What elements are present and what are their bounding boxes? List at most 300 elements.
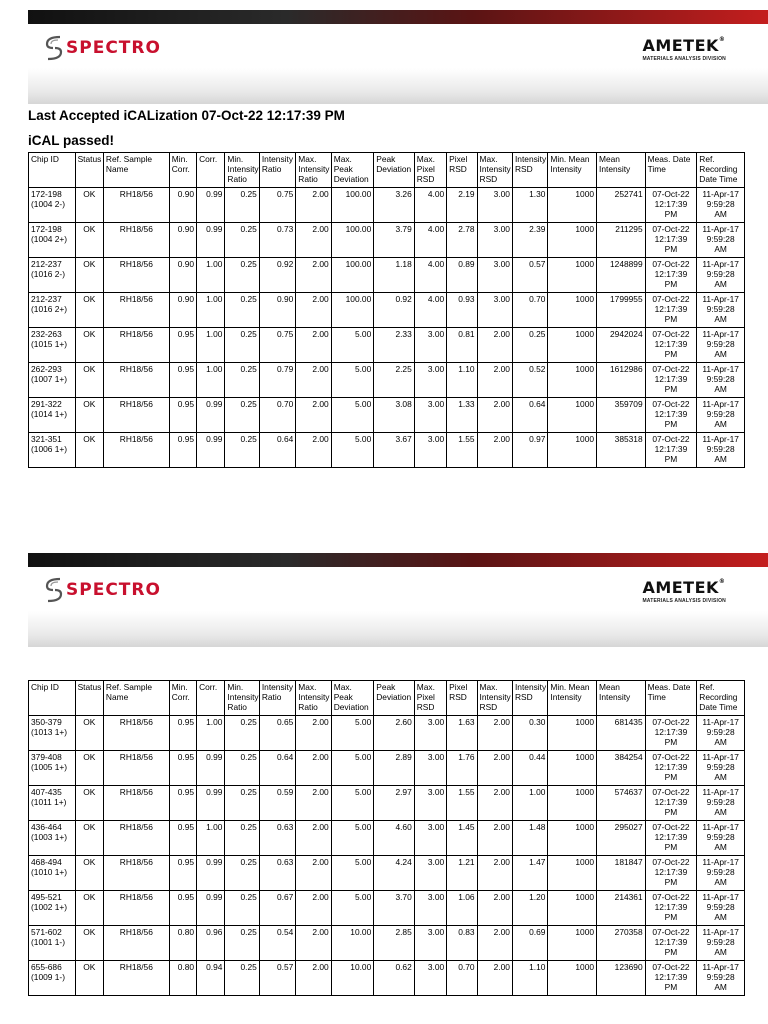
table-cell: 495-521 (1002 1+) bbox=[29, 891, 76, 926]
table-cell: 0.25 bbox=[225, 363, 259, 398]
table-cell: 0.70 bbox=[259, 398, 295, 433]
table-cell: 1.00 bbox=[197, 716, 225, 751]
table-cell: 0.99 bbox=[197, 223, 225, 258]
table-cell: 1.47 bbox=[512, 856, 547, 891]
table-cell: 0.97 bbox=[512, 433, 547, 468]
table-cell: 5.00 bbox=[331, 433, 374, 468]
table-cell: 0.90 bbox=[169, 223, 196, 258]
table-cell: 2.00 bbox=[477, 856, 512, 891]
table-cell: 0.92 bbox=[374, 293, 415, 328]
table-cell: 3.00 bbox=[414, 891, 446, 926]
table-cell: 3.00 bbox=[414, 856, 446, 891]
table-cell: 11-Apr-17 9:59:28 AM bbox=[697, 223, 745, 258]
report-title: Last Accepted iCALization 07-Oct-22 12:17:39 PM bbox=[28, 108, 345, 123]
table-cell: RH18/56 bbox=[103, 363, 169, 398]
table-row bbox=[29, 961, 745, 996]
table-cell: 0.25 bbox=[225, 856, 259, 891]
table-row bbox=[29, 188, 745, 223]
table-cell: 0.67 bbox=[259, 891, 295, 926]
table-cell: 3.00 bbox=[414, 751, 446, 786]
table-cell: 571-602 (1001 1-) bbox=[29, 926, 76, 961]
table-cell: OK bbox=[75, 328, 103, 363]
table-cell: 0.25 bbox=[225, 293, 259, 328]
table-cell: 0.25 bbox=[225, 961, 259, 996]
table-cell: 2.00 bbox=[477, 821, 512, 856]
table-cell: 2.00 bbox=[296, 433, 331, 468]
table-cell: 3.00 bbox=[414, 398, 446, 433]
table-cell: 0.25 bbox=[225, 751, 259, 786]
table-cell: 0.90 bbox=[169, 258, 196, 293]
table-row bbox=[29, 786, 745, 821]
table-cell: 1.00 bbox=[512, 786, 547, 821]
table-cell: 100.00 bbox=[331, 223, 374, 258]
table-cell: 3.00 bbox=[477, 223, 512, 258]
table-row bbox=[29, 223, 745, 258]
table-cell: 07-Oct-22 12:17:39 PM bbox=[645, 716, 697, 751]
table-cell: 0.25 bbox=[225, 821, 259, 856]
table-cell: 3.00 bbox=[414, 363, 446, 398]
table-cell: 2.00 bbox=[477, 926, 512, 961]
table-cell: 2.00 bbox=[296, 821, 331, 856]
table-cell: 100.00 bbox=[331, 188, 374, 223]
table-cell: 3.00 bbox=[414, 961, 446, 996]
table-cell: 1612986 bbox=[597, 363, 646, 398]
table-cell: 1000 bbox=[548, 398, 597, 433]
table-cell: 2.00 bbox=[477, 786, 512, 821]
table-cell: OK bbox=[75, 751, 103, 786]
table-cell: 350-379 (1013 1+) bbox=[29, 716, 76, 751]
table-cell: 0.75 bbox=[259, 188, 295, 223]
table-cell: 11-Apr-17 9:59:28 AM bbox=[697, 926, 745, 961]
table-cell: 0.99 bbox=[197, 188, 225, 223]
ical-results-table-2 bbox=[28, 680, 745, 996]
table-cell: RH18/56 bbox=[103, 786, 169, 821]
table-cell: 385318 bbox=[597, 433, 646, 468]
table-cell: 0.95 bbox=[169, 856, 196, 891]
table-cell: 0.80 bbox=[169, 961, 196, 996]
table-cell: 2.60 bbox=[374, 716, 415, 751]
table-cell: 07-Oct-22 12:17:39 PM bbox=[645, 398, 697, 433]
table-cell: 100.00 bbox=[331, 258, 374, 293]
table-cell: 11-Apr-17 9:59:28 AM bbox=[697, 363, 745, 398]
table-cell: RH18/56 bbox=[103, 188, 169, 223]
table-cell: 11-Apr-17 9:59:28 AM bbox=[697, 398, 745, 433]
table-cell: 2.00 bbox=[477, 328, 512, 363]
column-header: Mean Intensity bbox=[597, 153, 646, 188]
table-cell: 1.55 bbox=[447, 433, 477, 468]
column-header: Min. Corr. bbox=[169, 153, 196, 188]
spectro-logo-text: SPECTRO bbox=[66, 580, 161, 600]
table-cell: 0.81 bbox=[447, 328, 477, 363]
table-cell: 11-Apr-17 9:59:28 AM bbox=[697, 433, 745, 468]
table-cell: 0.96 bbox=[197, 926, 225, 961]
table-row bbox=[29, 751, 745, 786]
table-cell: 07-Oct-22 12:17:39 PM bbox=[645, 891, 697, 926]
table-cell: OK bbox=[75, 363, 103, 398]
table-cell: 1000 bbox=[548, 751, 597, 786]
table-cell: 1.18 bbox=[374, 258, 415, 293]
table-cell: 2.85 bbox=[374, 926, 415, 961]
table-cell: OK bbox=[75, 786, 103, 821]
table-cell: 407-435 (1011 1+) bbox=[29, 786, 76, 821]
table-cell: 5.00 bbox=[331, 363, 374, 398]
ical-status-line: iCAL passed! bbox=[28, 133, 115, 148]
table-cell: 0.95 bbox=[169, 821, 196, 856]
table-cell: RH18/56 bbox=[103, 751, 169, 786]
table-cell: 2.00 bbox=[296, 328, 331, 363]
table-cell: OK bbox=[75, 821, 103, 856]
table-cell: 07-Oct-22 12:17:39 PM bbox=[645, 926, 697, 961]
table-cell: 07-Oct-22 12:17:39 PM bbox=[645, 433, 697, 468]
table-cell: 2.19 bbox=[447, 188, 477, 223]
table-cell: 1000 bbox=[548, 433, 597, 468]
registered-mark: ® bbox=[718, 578, 726, 585]
table-cell: OK bbox=[75, 891, 103, 926]
table-cell: 2.89 bbox=[374, 751, 415, 786]
table-cell: 1000 bbox=[548, 258, 597, 293]
table-cell: 0.95 bbox=[169, 716, 196, 751]
table-cell: 5.00 bbox=[331, 786, 374, 821]
column-header: Max. Intensity Ratio bbox=[296, 153, 331, 188]
table-cell: OK bbox=[75, 398, 103, 433]
column-header: Ref. Sample Name bbox=[103, 153, 169, 188]
table-cell: 0.25 bbox=[225, 188, 259, 223]
table-row bbox=[29, 258, 745, 293]
table-cell: 574637 bbox=[597, 786, 646, 821]
table-cell: 0.95 bbox=[169, 433, 196, 468]
table-cell: 2.00 bbox=[296, 293, 331, 328]
table-cell: 1.21 bbox=[447, 856, 477, 891]
table-cell: 0.25 bbox=[225, 433, 259, 468]
table-cell: 0.90 bbox=[169, 293, 196, 328]
table-cell: 2.00 bbox=[477, 716, 512, 751]
column-header: Intensity RSD bbox=[512, 153, 547, 188]
table-cell: 252741 bbox=[597, 188, 646, 223]
table-cell: 0.25 bbox=[225, 716, 259, 751]
column-header: Min. Corr. bbox=[169, 681, 196, 716]
table-cell: RH18/56 bbox=[103, 293, 169, 328]
table-cell: 0.52 bbox=[512, 363, 547, 398]
table-cell: 379-408 (1005 1+) bbox=[29, 751, 76, 786]
table-cell: 1000 bbox=[548, 716, 597, 751]
table-cell: 3.26 bbox=[374, 188, 415, 223]
table-cell: OK bbox=[75, 961, 103, 996]
table-cell: OK bbox=[75, 258, 103, 293]
table-cell: 0.92 bbox=[259, 258, 295, 293]
table-cell: RH18/56 bbox=[103, 223, 169, 258]
table-cell: 07-Oct-22 12:17:39 PM bbox=[645, 856, 697, 891]
column-header: Max. Intensity RSD bbox=[477, 681, 512, 716]
table-cell: 07-Oct-22 12:17:39 PM bbox=[645, 363, 697, 398]
table-cell: 07-Oct-22 12:17:39 PM bbox=[645, 328, 697, 363]
table-cell: 1000 bbox=[548, 961, 597, 996]
table-cell: 3.70 bbox=[374, 891, 415, 926]
column-header: Max. Pixel RSD bbox=[414, 681, 446, 716]
table-cell: 2.00 bbox=[296, 926, 331, 961]
table-cell: 0.64 bbox=[259, 433, 295, 468]
column-header: Intensity Ratio bbox=[259, 153, 295, 188]
table-cell: 212-237 (1016 2-) bbox=[29, 258, 76, 293]
table-cell: 0.59 bbox=[259, 786, 295, 821]
table-cell: 10.00 bbox=[331, 926, 374, 961]
column-header: Corr. bbox=[197, 681, 225, 716]
column-header: Intensity Ratio bbox=[259, 681, 295, 716]
table-cell: 4.24 bbox=[374, 856, 415, 891]
table-cell: 270358 bbox=[597, 926, 646, 961]
table-cell: 1.76 bbox=[447, 751, 477, 786]
table-cell: 1799955 bbox=[597, 293, 646, 328]
table-cell: 11-Apr-17 9:59:28 AM bbox=[697, 328, 745, 363]
table-cell: 07-Oct-22 12:17:39 PM bbox=[645, 821, 697, 856]
table-cell: 07-Oct-22 12:17:39 PM bbox=[645, 188, 697, 223]
table-cell: 172-198 (1004 2-) bbox=[29, 188, 76, 223]
table-cell: 2.33 bbox=[374, 328, 415, 363]
table-cell: RH18/56 bbox=[103, 716, 169, 751]
table-cell: 0.99 bbox=[197, 398, 225, 433]
table-cell: 0.57 bbox=[259, 961, 295, 996]
column-header: Status bbox=[75, 153, 103, 188]
table-cell: RH18/56 bbox=[103, 433, 169, 468]
table-cell: 0.95 bbox=[169, 398, 196, 433]
table-cell: 0.99 bbox=[197, 786, 225, 821]
table-cell: 0.95 bbox=[169, 891, 196, 926]
ametek-logo-text: AMETEK bbox=[642, 578, 719, 597]
table-cell: 0.44 bbox=[512, 751, 547, 786]
table-cell: 1000 bbox=[548, 926, 597, 961]
table-cell: 3.00 bbox=[414, 716, 446, 751]
column-header: Max. Intensity Ratio bbox=[296, 681, 331, 716]
table-cell: 1000 bbox=[548, 328, 597, 363]
table-cell: 5.00 bbox=[331, 856, 374, 891]
table-cell: 436-464 (1003 1+) bbox=[29, 821, 76, 856]
table-cell: RH18/56 bbox=[103, 328, 169, 363]
table-cell: 214361 bbox=[597, 891, 646, 926]
table-cell: 232-263 (1015 1+) bbox=[29, 328, 76, 363]
table-cell: 07-Oct-22 12:17:39 PM bbox=[645, 751, 697, 786]
table-cell: 07-Oct-22 12:17:39 PM bbox=[645, 786, 697, 821]
table-cell: 0.25 bbox=[225, 328, 259, 363]
table-cell: 468-494 (1010 1+) bbox=[29, 856, 76, 891]
table-row bbox=[29, 926, 745, 961]
table-cell: 0.90 bbox=[259, 293, 295, 328]
table-cell: 384254 bbox=[597, 751, 646, 786]
table-cell: 2.78 bbox=[447, 223, 477, 258]
table-cell: 2.00 bbox=[477, 398, 512, 433]
table-cell: 3.00 bbox=[414, 786, 446, 821]
table-cell: 11-Apr-17 9:59:28 AM bbox=[697, 716, 745, 751]
table-cell: 5.00 bbox=[331, 821, 374, 856]
table-cell: 0.70 bbox=[512, 293, 547, 328]
table-cell: 3.00 bbox=[414, 821, 446, 856]
ametek-logo-text: AMETEK bbox=[642, 36, 719, 55]
table-cell: 0.62 bbox=[374, 961, 415, 996]
table-cell: 11-Apr-17 9:59:28 AM bbox=[697, 821, 745, 856]
header-color-bar bbox=[28, 10, 768, 24]
table-row bbox=[29, 821, 745, 856]
table-cell: 0.25 bbox=[225, 398, 259, 433]
table-cell: 1000 bbox=[548, 856, 597, 891]
table-cell: 0.57 bbox=[512, 258, 547, 293]
column-header: Corr. bbox=[197, 153, 225, 188]
table-cell: 0.25 bbox=[225, 258, 259, 293]
ametek-division-text: MATERIALS ANALYSIS DIVISION bbox=[642, 56, 726, 62]
table-cell: 0.89 bbox=[447, 258, 477, 293]
column-header: Status bbox=[75, 681, 103, 716]
column-header: Min. Mean Intensity bbox=[548, 681, 597, 716]
table-cell: 0.99 bbox=[197, 856, 225, 891]
table-cell: 1000 bbox=[548, 188, 597, 223]
column-header: Intensity RSD bbox=[512, 681, 547, 716]
table-cell: 2.00 bbox=[477, 961, 512, 996]
table-cell: 11-Apr-17 9:59:28 AM bbox=[697, 856, 745, 891]
table-cell: 1.30 bbox=[512, 188, 547, 223]
table-cell: 3.79 bbox=[374, 223, 415, 258]
table-cell: 1.00 bbox=[197, 293, 225, 328]
table-cell: 0.54 bbox=[259, 926, 295, 961]
column-header: Ref. Recording Date Time bbox=[697, 681, 745, 716]
table-cell: 1.45 bbox=[447, 821, 477, 856]
ametek-logo bbox=[642, 36, 726, 62]
table-cell: 1000 bbox=[548, 223, 597, 258]
table-cell: 0.64 bbox=[512, 398, 547, 433]
table-cell: 1.00 bbox=[197, 258, 225, 293]
table-cell: 0.95 bbox=[169, 328, 196, 363]
table-cell: 2.97 bbox=[374, 786, 415, 821]
table-cell: 1.00 bbox=[197, 821, 225, 856]
table-cell: 4.00 bbox=[414, 258, 446, 293]
table-cell: OK bbox=[75, 433, 103, 468]
table-cell: 11-Apr-17 9:59:28 AM bbox=[697, 258, 745, 293]
table-cell: 0.25 bbox=[225, 223, 259, 258]
column-header: Pixel RSD bbox=[447, 681, 477, 716]
table-cell: 1.33 bbox=[447, 398, 477, 433]
table-header-row bbox=[29, 681, 745, 716]
table-header-row bbox=[29, 153, 745, 188]
spectro-logo bbox=[44, 33, 161, 63]
table-row bbox=[29, 328, 745, 363]
table-cell: 181847 bbox=[597, 856, 646, 891]
table-cell: 1.00 bbox=[197, 363, 225, 398]
table-cell: 2942024 bbox=[597, 328, 646, 363]
table-cell: 0.80 bbox=[169, 926, 196, 961]
table-cell: 5.00 bbox=[331, 398, 374, 433]
table-cell: OK bbox=[75, 716, 103, 751]
table-cell: 2.00 bbox=[296, 398, 331, 433]
table-cell: 0.95 bbox=[169, 786, 196, 821]
header-color-bar bbox=[28, 553, 768, 567]
table-cell: 0.99 bbox=[197, 751, 225, 786]
table-cell: 0.75 bbox=[259, 328, 295, 363]
table-cell: 1000 bbox=[548, 821, 597, 856]
table-cell: 07-Oct-22 12:17:39 PM bbox=[645, 961, 697, 996]
table-cell: 1.00 bbox=[197, 328, 225, 363]
column-header: Pixel RSD bbox=[447, 153, 477, 188]
column-header: Max. Peak Deviation bbox=[331, 681, 374, 716]
column-header: Meas. Date Time bbox=[645, 153, 697, 188]
table-cell: 1.06 bbox=[447, 891, 477, 926]
table-cell: 0.70 bbox=[447, 961, 477, 996]
column-header: Max. Intensity RSD bbox=[477, 153, 512, 188]
table-cell: 07-Oct-22 12:17:39 PM bbox=[645, 223, 697, 258]
spectro-logo bbox=[44, 575, 161, 605]
table-cell: 295027 bbox=[597, 821, 646, 856]
table-cell: 1000 bbox=[548, 293, 597, 328]
table-cell: 2.00 bbox=[477, 433, 512, 468]
table-cell: 5.00 bbox=[331, 751, 374, 786]
table-cell: 3.00 bbox=[477, 293, 512, 328]
ametek-logo bbox=[642, 578, 726, 604]
table-cell: 1.10 bbox=[447, 363, 477, 398]
table-cell: 1.20 bbox=[512, 891, 547, 926]
table-cell: 11-Apr-17 9:59:28 AM bbox=[697, 786, 745, 821]
column-header: Chip ID bbox=[29, 681, 76, 716]
table-cell: 2.00 bbox=[296, 891, 331, 926]
table-cell: 11-Apr-17 9:59:28 AM bbox=[697, 751, 745, 786]
table-cell: RH18/56 bbox=[103, 926, 169, 961]
column-header: Ref. Sample Name bbox=[103, 681, 169, 716]
table-cell: 1000 bbox=[548, 786, 597, 821]
column-header: Max. Pixel RSD bbox=[414, 153, 446, 188]
table-cell: 2.00 bbox=[296, 751, 331, 786]
spectro-logo-mark-icon bbox=[44, 34, 64, 62]
column-header: Min. Intensity Ratio bbox=[225, 153, 259, 188]
table-cell: 262-293 (1007 1+) bbox=[29, 363, 76, 398]
table-cell: 211295 bbox=[597, 223, 646, 258]
table-cell: 4.00 bbox=[414, 223, 446, 258]
table-cell: 0.63 bbox=[259, 856, 295, 891]
ical-results-table-1 bbox=[28, 152, 745, 468]
table-row bbox=[29, 891, 745, 926]
table-cell: 0.95 bbox=[169, 751, 196, 786]
table-cell: 1.63 bbox=[447, 716, 477, 751]
table-cell: 359709 bbox=[597, 398, 646, 433]
table-cell: 4.00 bbox=[414, 293, 446, 328]
table-cell: 0.63 bbox=[259, 821, 295, 856]
table-cell: 11-Apr-17 9:59:28 AM bbox=[697, 188, 745, 223]
table-cell: 0.73 bbox=[259, 223, 295, 258]
column-header: Mean Intensity bbox=[597, 681, 646, 716]
table-cell: RH18/56 bbox=[103, 398, 169, 433]
report-page-2 bbox=[0, 553, 768, 1024]
table-cell: 321-351 (1006 1+) bbox=[29, 433, 76, 468]
table-cell: 3.67 bbox=[374, 433, 415, 468]
column-header: Peak Deviation bbox=[374, 681, 415, 716]
table-cell: 2.00 bbox=[477, 891, 512, 926]
table-cell: 1.48 bbox=[512, 821, 547, 856]
table-cell: 4.00 bbox=[414, 188, 446, 223]
spectro-logo-text: SPECTRO bbox=[66, 38, 161, 58]
table-cell: 07-Oct-22 12:17:39 PM bbox=[645, 293, 697, 328]
table-cell: 0.25 bbox=[225, 926, 259, 961]
registered-mark: ® bbox=[718, 36, 726, 43]
table-cell: RH18/56 bbox=[103, 258, 169, 293]
table-cell: 2.00 bbox=[296, 188, 331, 223]
ametek-division-text: MATERIALS ANALYSIS DIVISION bbox=[642, 598, 726, 604]
table-cell: 0.99 bbox=[197, 891, 225, 926]
table-cell: 0.90 bbox=[169, 188, 196, 223]
table-cell: 0.64 bbox=[259, 751, 295, 786]
table-row bbox=[29, 363, 745, 398]
table-cell: 681435 bbox=[597, 716, 646, 751]
table-cell: OK bbox=[75, 926, 103, 961]
table-cell: 1.55 bbox=[447, 786, 477, 821]
table-row bbox=[29, 293, 745, 328]
table-cell: 11-Apr-17 9:59:28 AM bbox=[697, 961, 745, 996]
column-header: Min. Intensity Ratio bbox=[225, 681, 259, 716]
table-cell: 5.00 bbox=[331, 328, 374, 363]
table-cell: 0.30 bbox=[512, 716, 547, 751]
table-row bbox=[29, 433, 745, 468]
